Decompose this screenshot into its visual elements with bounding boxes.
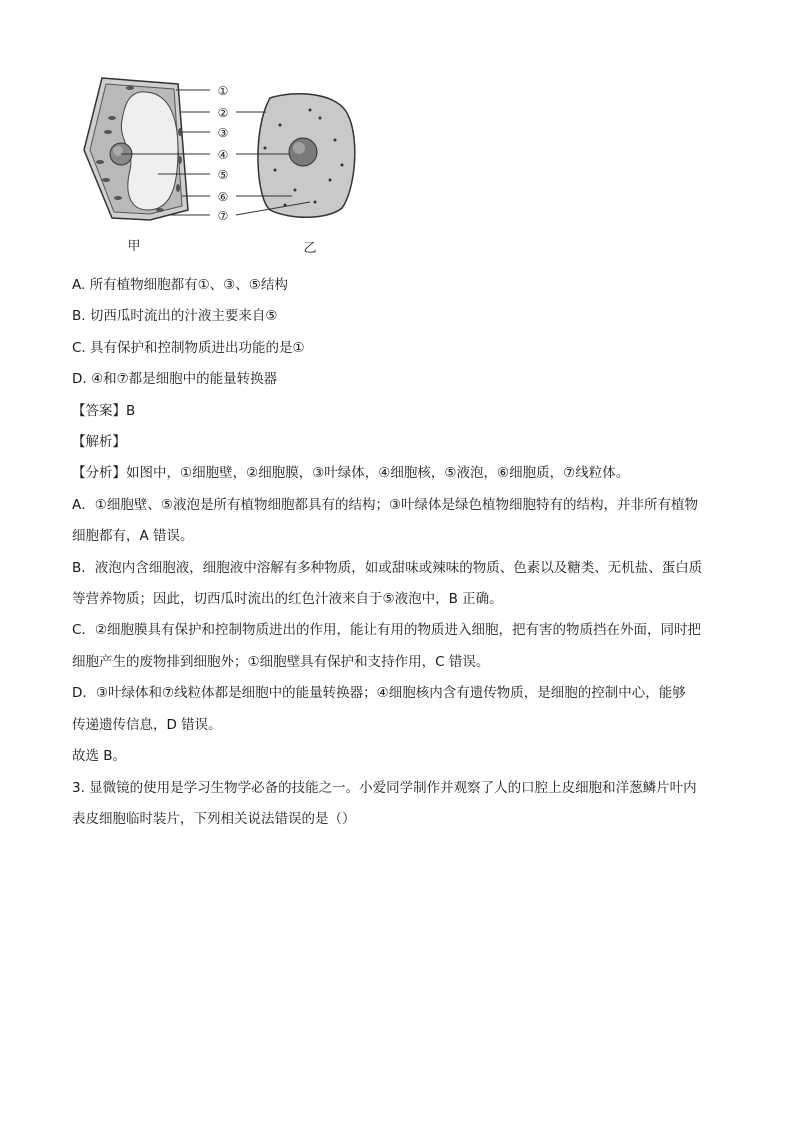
analysis-line: A．①细胞壁、⑤液泡是所有植物细胞都具有的结构；③叶绿体是绿色植物细胞特有的结构，并非所有植物 <box>72 496 699 513</box>
figure-label-5: ⑤ <box>217 168 229 182</box>
option-d: D. ④和⑦都是细胞中的能量转换器 <box>72 371 278 388</box>
chloroplast <box>114 196 122 200</box>
animal-cell <box>258 94 355 218</box>
plant-cell <box>84 78 188 220</box>
analysis-line: B．液泡内含细胞液，细胞液中溶解有多种物质，如或甜味或辣味的物质、色素以及糖类、无机盐、蛋白质 <box>72 559 703 576</box>
question-content <box>72 270 732 835</box>
analysis-line: C．②细胞膜具有保护和控制物质进出的作用，能让有用的物质进入细胞，把有害的物质挡在外面，同时把 <box>72 622 702 639</box>
option-c: C. 具有保护和控制物质进出功能的是① <box>72 339 305 356</box>
analysis-line: 传递遗传信息，D 错误。 <box>72 716 222 733</box>
chloroplast <box>108 116 116 120</box>
next-question-line: 表皮细胞临时装片，下列相关说法错误的是（） <box>72 810 356 827</box>
analysis-line: D．③叶绿体和⑦线粒体都是细胞中的能量转换器；④细胞核内含有遗传物质，是细胞的控制中心，能够 <box>72 685 686 702</box>
chloroplast <box>156 208 164 212</box>
analysis-line: 细胞产生的废物排到细胞外；①细胞壁具有保护和支持作用，C 错误。 <box>72 653 490 670</box>
analysis-line: 等营养物质；因此，切西瓜时流出的红色汁液来自于⑤液泡中，B 正确。 <box>72 591 503 608</box>
answer-line: 【答案】B <box>72 402 136 419</box>
chloroplast <box>176 184 180 192</box>
figure-label-6: ⑥ <box>217 190 229 204</box>
next-question-line: 3. 显微镜的使用是学习生物学必备的技能之一。小爱同学制作并观察了人的口腔上皮细胞和洋葱鳞片叶内 <box>72 779 697 796</box>
analysis-line: 【分析】如图中，①细胞壁，②细胞膜，③叶绿体，④细胞核，⑤液泡，⑥细胞质，⑦线粒体。 <box>72 465 630 482</box>
analysis-line: 细胞都有，A 错误。 <box>72 528 194 545</box>
caption-plant-cell: 甲 <box>127 239 141 254</box>
chloroplast <box>96 160 104 164</box>
chloroplast <box>102 178 110 182</box>
option-b: B. 切西瓜时流出的汁液主要来自⑤ <box>72 308 278 325</box>
analysis-heading: 【解析】 <box>72 434 126 451</box>
figure-label-7: ⑦ <box>217 209 229 223</box>
figure-label-2: ② <box>217 106 229 120</box>
cell-diagram <box>70 70 370 260</box>
figure-label-1: ① <box>217 84 229 98</box>
chloroplast <box>104 130 112 134</box>
chloroplast <box>178 156 182 164</box>
figure-label-3: ③ <box>217 126 229 140</box>
analysis-conclusion: 故选 B。 <box>72 748 127 765</box>
caption-animal-cell: 乙 <box>303 241 317 256</box>
figure-label-4: ④ <box>217 148 229 162</box>
option-a: A. 所有植物细胞都有①、③、⑤结构 <box>72 277 288 293</box>
cell-diagram-figure <box>70 70 370 260</box>
chloroplast <box>126 86 134 90</box>
